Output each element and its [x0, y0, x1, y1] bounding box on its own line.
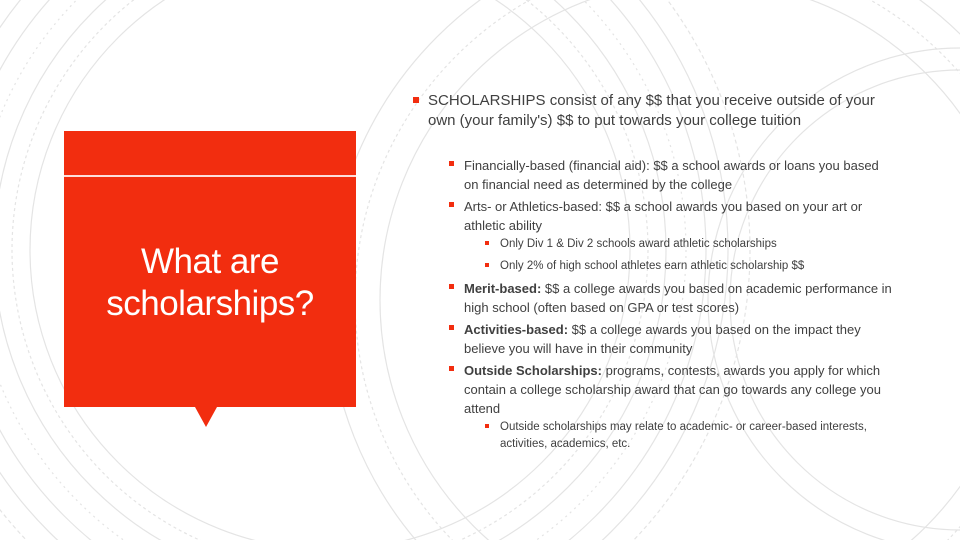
list-item	[464, 279, 894, 317]
list-item	[464, 361, 894, 418]
list-item: Only Div 1 & Div 2 schools award athletic scholarships	[500, 236, 880, 253]
bullet-icon	[449, 325, 454, 330]
bullet-icon	[485, 241, 489, 245]
merit-text: $$ a college awards you based on academic performance in high school (often based on GPA or test scores)	[464, 281, 892, 315]
bullet-icon	[413, 97, 419, 103]
activities-lead: Activities-based:	[464, 322, 569, 337]
bullet-icon	[449, 284, 454, 289]
list-item: Only 2% of high school athletes earn athletic scholarship $$	[500, 258, 880, 275]
bullet-icon	[449, 202, 454, 207]
slide-title: What are scholarships?	[106, 242, 314, 323]
merit-lead: Merit-based:	[464, 281, 542, 296]
bullet-icon	[485, 263, 489, 267]
outside-lead: Outside Scholarships:	[464, 363, 602, 378]
list-item: Arts- or Athletics-based: $$ a school awards you based on your art or athletic ability	[464, 197, 894, 235]
list-item: Financially-based (financial aid): $$ a school awards or loans you based on financial need as determined by the college	[464, 156, 894, 194]
bullet-icon	[449, 161, 454, 166]
activities-text: $$ a college awards you based on the impact they believe you will have in their community	[464, 322, 861, 356]
list-item: SCHOLARSHIPS consist of any $$ that you receive outside of your own (your family's) $$ to put towards your college tuition	[428, 91, 888, 131]
bullet-icon	[485, 424, 489, 428]
outside-text: programs, contests, awards you apply for which contain a college scholarship award that can go towards any college you attend	[464, 363, 881, 416]
list-item	[464, 320, 894, 358]
bullet-icon	[449, 366, 454, 371]
list-item: Outside scholarships may relate to academic- or career-based interests, activities, academics, etc.	[500, 419, 875, 453]
